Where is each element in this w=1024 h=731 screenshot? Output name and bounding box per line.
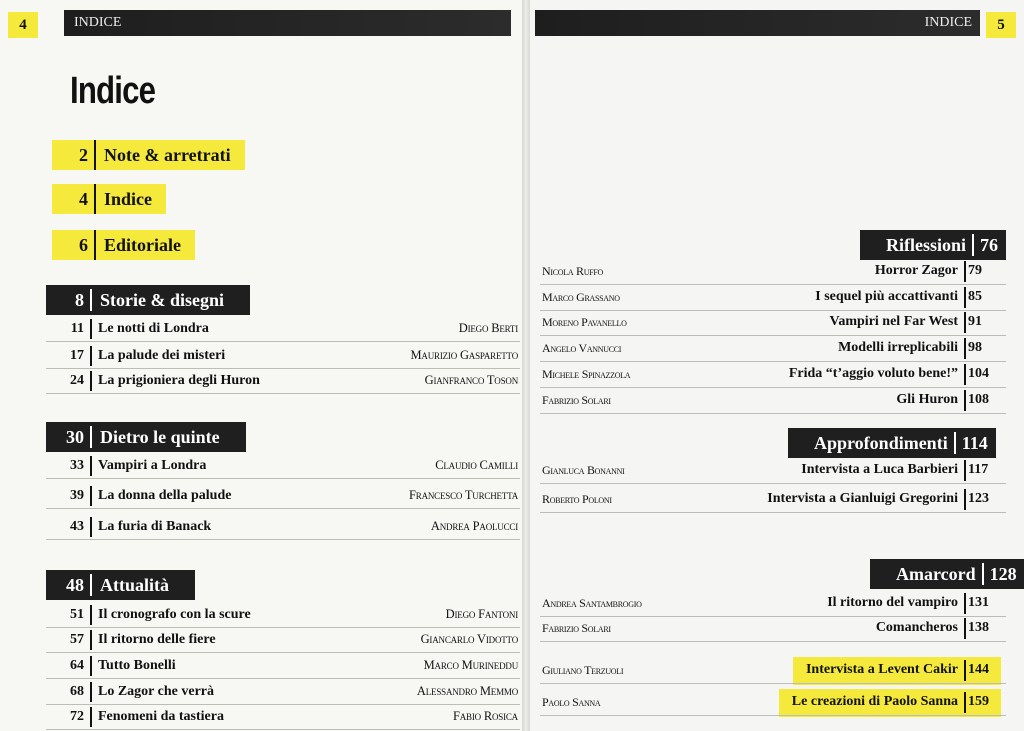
toc-author: Giancarlo Vidotto <box>420 632 518 646</box>
toc-author: Roberto Poloni <box>542 492 612 506</box>
toc-author: Francesco Turchetta <box>409 488 518 502</box>
toc-row[interactable] <box>540 487 1006 513</box>
toc-row[interactable] <box>46 654 520 679</box>
section-label: Storie & disegni <box>100 290 224 310</box>
toc-author: Gianfranco Toson <box>424 373 518 387</box>
toc-author: Maurizio Gasparetto <box>410 348 518 362</box>
toc-title: Il cronografo con la scure <box>98 607 251 622</box>
divider <box>90 486 92 506</box>
toc-author: Paolo Sanna <box>542 695 601 709</box>
toc-row[interactable] <box>46 705 520 730</box>
divider <box>964 287 966 308</box>
section-label: Amarcord <box>896 564 976 584</box>
toc-author: Marco Murineddu <box>423 658 518 672</box>
section-label: Dietro le quinte <box>100 427 220 447</box>
toc-title: Tutto Bonelli <box>98 658 176 673</box>
toc-row[interactable] <box>540 310 1006 336</box>
section-page: 114 <box>954 432 996 454</box>
section-page: 76 <box>972 234 1006 256</box>
toc-author: Marco Grassano <box>542 290 620 304</box>
toc-page: 159 <box>968 694 989 709</box>
toc-title: La palude dei misteri <box>98 348 226 363</box>
toc-page: 72 <box>70 709 84 724</box>
toc-page: 17 <box>70 348 84 363</box>
toc-title: Frida “t’aggio voluto bene!” <box>788 366 958 381</box>
toc-row[interactable] <box>46 454 520 479</box>
page-title: Indice <box>70 70 156 112</box>
toc-row[interactable] <box>46 317 520 342</box>
toc-page: 33 <box>70 458 84 473</box>
toc-author: Giuliano Terzuoli <box>542 663 624 677</box>
toc-row[interactable] <box>46 515 520 540</box>
toc-title: Modelli irreplicabili <box>838 340 958 355</box>
toc-page: 123 <box>968 491 989 506</box>
divider <box>90 656 92 676</box>
toc-title: La prigioniera degli Huron <box>98 373 260 388</box>
toc-author: Andrea Paolucci <box>430 519 518 533</box>
toc-title: La donna della palude <box>98 488 232 503</box>
section-label: Riflessioni <box>886 235 967 255</box>
toc-row[interactable] <box>540 336 1006 362</box>
toc-title: Intervista a Levent Cakir <box>805 662 958 677</box>
top-entry[interactable] <box>52 184 166 214</box>
toc-author: Diego Fantoni <box>445 607 518 621</box>
divider <box>964 593 966 614</box>
toc-author: Nicola Ruffo <box>542 264 603 278</box>
divider <box>90 346 92 366</box>
toc-row[interactable] <box>46 369 520 394</box>
toc-page: 91 <box>968 314 982 329</box>
page-number-left: 4 <box>8 12 38 38</box>
toc-row[interactable] <box>540 690 1006 716</box>
divider <box>90 630 92 650</box>
toc-title: Le creazioni di Paolo Sanna <box>791 694 958 709</box>
divider <box>90 707 92 727</box>
toc-row[interactable] <box>540 259 1006 285</box>
section-header[interactable] <box>860 230 1006 260</box>
toc-row[interactable] <box>540 658 1006 684</box>
divider <box>964 390 966 411</box>
divider <box>964 489 966 510</box>
toc-page: 85 <box>968 289 982 304</box>
toc-page: 79 <box>968 263 982 278</box>
toc-title: I sequel più accattivanti <box>815 289 958 304</box>
toc-author: Moreno Pavanello <box>542 315 627 329</box>
divider <box>964 364 966 385</box>
section-page: 128 <box>982 563 1024 585</box>
toc-title: Fenomeni da tastiera <box>98 709 224 724</box>
toc-row[interactable] <box>46 603 520 628</box>
divider <box>964 660 966 681</box>
toc-row[interactable] <box>540 458 1006 484</box>
toc-row[interactable] <box>46 680 520 705</box>
toc-title: Intervista a Luca Barbieri <box>801 462 958 477</box>
toc-author: Gianluca Bonanni <box>542 463 625 477</box>
toc-page: 43 <box>70 519 84 534</box>
section-header[interactable] <box>870 559 1024 589</box>
toc-author: Claudio Camilli <box>435 458 518 472</box>
toc-page: 64 <box>70 658 84 673</box>
toc-row[interactable] <box>540 285 1006 311</box>
toc-title: Intervista a Gianluigi Gregorini <box>767 491 958 506</box>
toc-title: Le notti di Londra <box>98 321 209 336</box>
toc-title: Vampiri a Londra <box>98 458 207 473</box>
toc-title: Horror Zagor <box>874 263 958 278</box>
toc-page: 57 <box>70 632 84 647</box>
top-entry[interactable] <box>52 230 195 260</box>
toc-page: 131 <box>968 595 989 610</box>
section-header[interactable] <box>46 570 195 600</box>
divider <box>90 319 92 339</box>
top-entry-page: 4 <box>52 184 96 214</box>
toc-page: 39 <box>70 488 84 503</box>
toc-page: 117 <box>968 462 989 477</box>
toc-author: Michele Spinazzola <box>542 367 631 381</box>
section-header[interactable] <box>46 285 250 315</box>
toc-title: Vampiri nel Far West <box>829 314 958 329</box>
toc-row[interactable] <box>540 388 1006 414</box>
divider <box>90 517 92 537</box>
section-page: 8 <box>46 289 92 311</box>
toc-page: 104 <box>968 366 989 381</box>
divider <box>964 618 966 639</box>
divider <box>964 692 966 713</box>
toc-page: 11 <box>70 321 84 336</box>
section-label: Approfondimenti <box>814 433 948 453</box>
toc-title: La furia di Banack <box>98 519 212 534</box>
toc-author: Fabio Rosica <box>452 709 518 723</box>
divider <box>90 682 92 702</box>
section-header[interactable] <box>788 428 996 458</box>
toc-page: 51 <box>70 607 84 622</box>
divider <box>90 371 92 391</box>
toc-title: Comancheros <box>875 620 958 635</box>
toc-page: 68 <box>70 684 84 699</box>
toc-row[interactable] <box>46 628 520 653</box>
top-entry[interactable] <box>52 140 245 170</box>
toc-author: Fabrizio Solari <box>542 393 611 407</box>
toc-row[interactable] <box>46 344 520 369</box>
divider <box>964 460 966 481</box>
running-head-right: INDICE <box>535 10 980 36</box>
divider <box>964 261 966 282</box>
section-header[interactable] <box>46 422 246 452</box>
top-entry-page: 2 <box>52 140 96 170</box>
toc-title: Il ritorno delle fiere <box>98 632 216 647</box>
toc-author: Andrea Santambrogio <box>542 596 642 610</box>
section-page: 30 <box>46 426 92 448</box>
page-number-right: 5 <box>986 12 1016 38</box>
toc-page: 24 <box>70 373 84 388</box>
toc-author: Angelo Vannucci <box>542 341 622 355</box>
top-entry-label: Note & arretrati <box>104 145 231 165</box>
toc-page: 98 <box>968 340 982 355</box>
top-entry-label: Indice <box>104 189 153 209</box>
running-head-left: INDICE <box>64 10 511 36</box>
toc-page: 108 <box>968 392 989 407</box>
toc-title: Lo Zagor che verrà <box>98 684 214 699</box>
toc-page: 138 <box>968 620 989 635</box>
toc-author: Alessandro Memmo <box>416 684 518 698</box>
toc-title: Il ritorno del vampiro <box>827 595 958 610</box>
toc-page: 144 <box>968 662 989 677</box>
divider <box>90 605 92 625</box>
toc-row[interactable] <box>540 362 1006 388</box>
toc-row[interactable] <box>46 484 520 509</box>
divider <box>964 338 966 359</box>
top-entry-label: Editoriale <box>104 235 181 255</box>
toc-author: Diego Berti <box>458 321 518 335</box>
toc-author: Fabrizio Solari <box>542 621 611 635</box>
toc-row[interactable] <box>540 591 1006 617</box>
divider <box>964 312 966 333</box>
top-entry-page: 6 <box>52 230 96 260</box>
toc-title: Gli Huron <box>896 392 958 407</box>
page-gutter <box>522 0 530 731</box>
section-page: 48 <box>46 574 92 596</box>
toc-row[interactable] <box>540 616 1006 642</box>
divider <box>90 456 92 476</box>
section-label: Attualità <box>100 575 169 595</box>
